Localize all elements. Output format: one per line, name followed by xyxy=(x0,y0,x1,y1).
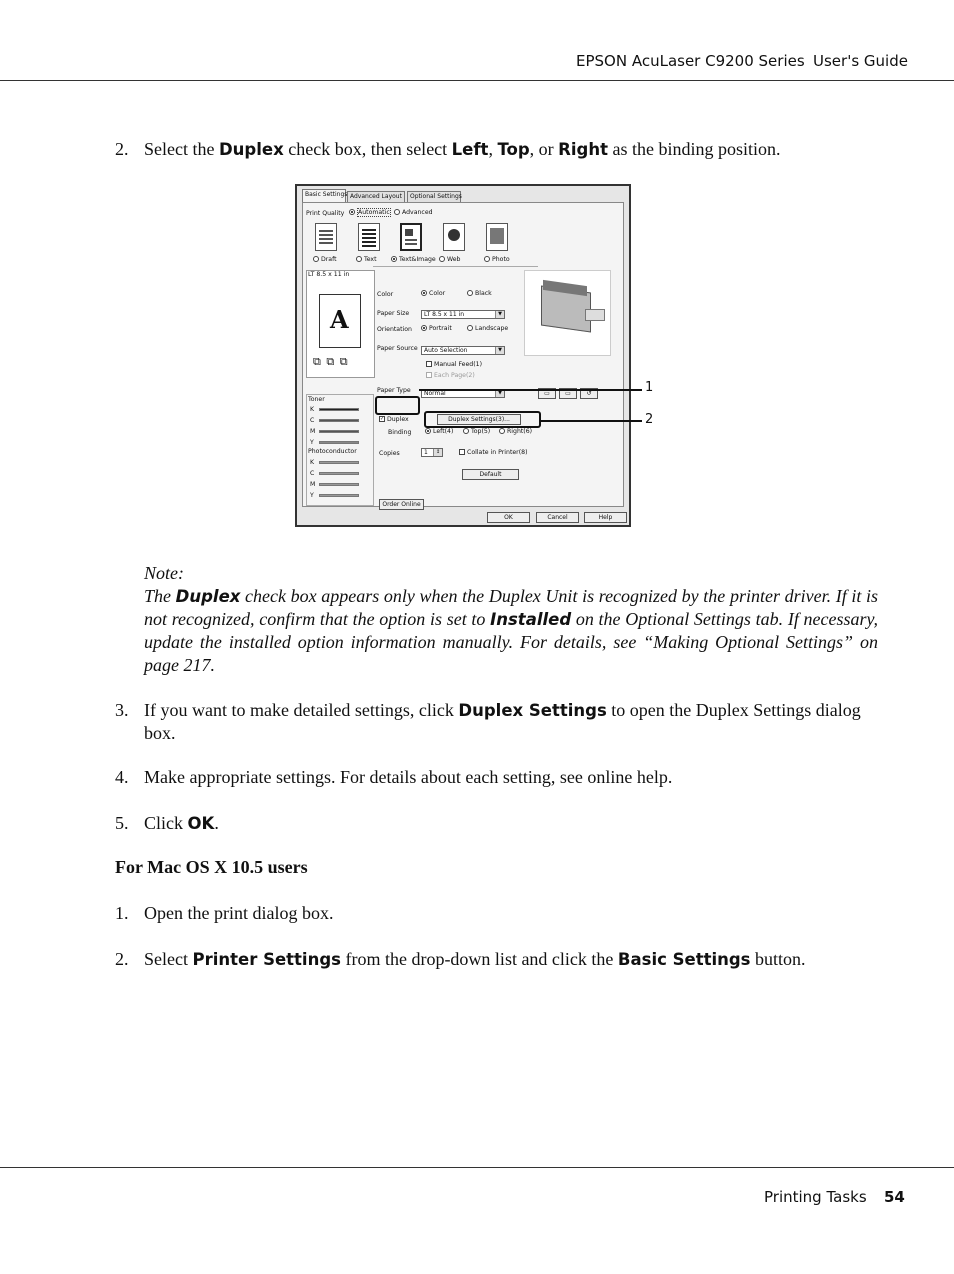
collate-checkbox[interactable]: Collate in Printer(8) xyxy=(459,449,528,456)
binding-left-radio[interactable]: Left(4) xyxy=(425,428,453,435)
radio-icon xyxy=(421,325,427,331)
checkbox-icon xyxy=(459,449,465,455)
checkbox-icon xyxy=(426,372,432,378)
pq-advanced-radio[interactable]: Advanced xyxy=(394,209,433,216)
pq-automatic-radio[interactable]: Automatic xyxy=(349,209,391,216)
radio-icon xyxy=(484,256,490,262)
toner-row-label: M xyxy=(310,428,316,435)
black-radio[interactable]: Black xyxy=(467,290,492,297)
step-number: 3. xyxy=(115,700,129,720)
radio-icon xyxy=(421,290,427,296)
printer-driver-dialog xyxy=(295,184,631,527)
note-title: Note: xyxy=(144,563,184,583)
step-number: 2. xyxy=(115,949,129,969)
chevron-down-icon: ▼ xyxy=(495,390,504,397)
draft-icon[interactable] xyxy=(315,223,337,251)
pc-bar xyxy=(319,483,359,486)
footer-section: Printing Tasks xyxy=(764,1188,867,1206)
paper-size-select[interactable]: LT 8.5 x 11 in ▼ xyxy=(421,310,505,319)
radio-icon xyxy=(356,256,362,262)
paper-source-label: Paper Source xyxy=(377,345,418,352)
color-label: Color xyxy=(377,291,394,298)
callout-line-2 xyxy=(541,420,642,422)
help-button[interactable]: Help xyxy=(584,512,627,523)
toner-row-label: C xyxy=(310,417,315,424)
radio-icon xyxy=(313,256,319,262)
icon-button-2[interactable]: ▭ xyxy=(559,388,577,399)
footer-rule xyxy=(0,1167,954,1168)
print-quality-label: Print Quality xyxy=(306,210,345,217)
pc-bar xyxy=(319,461,359,464)
step-5-text: Click OK. xyxy=(144,813,219,833)
tab-optional-settings[interactable]: Optional Settings xyxy=(407,191,461,202)
ok-button[interactable]: OK xyxy=(487,512,530,523)
callout-2: 2 xyxy=(645,412,654,427)
radio-icon xyxy=(391,256,397,262)
paper-preview xyxy=(306,270,375,378)
pc-row-label: C xyxy=(310,470,315,477)
portrait-radio[interactable]: Portrait xyxy=(421,325,452,332)
paper-type-label: Paper Type xyxy=(377,387,411,394)
landscape-radio[interactable]: Landscape xyxy=(467,325,508,332)
orientation-label: Orientation xyxy=(377,326,412,333)
tab-basic-settings[interactable]: Basic Settings xyxy=(302,189,346,202)
mac-step-2-text: Select Printer Settings from the drop-down list and click the Basic Settings button. xyxy=(144,949,806,969)
duplex-settings-button[interactable]: Duplex Settings(3)... xyxy=(437,414,521,425)
toner-bar xyxy=(319,441,359,444)
duplex-checkbox[interactable]: ✓ Duplex xyxy=(380,416,409,423)
binding-highlight xyxy=(424,411,541,428)
radio-icon xyxy=(349,209,355,215)
layout-icons: ⧉ ⧉ ⧉ xyxy=(313,355,349,368)
binding-right-radio[interactable]: Right(6) xyxy=(499,428,532,435)
mac-step-1-text: Open the print dialog box. xyxy=(144,903,334,923)
pc-row-label: K xyxy=(310,459,315,466)
pc-bar xyxy=(319,494,359,497)
step-number: 1. xyxy=(115,903,129,923)
step-number: 4. xyxy=(115,767,129,787)
pc-bar xyxy=(319,472,359,475)
note-body: The Duplex check box appears only when the Duplex Unit is recognized by the printer driver. If it is not recognized, confirm that the option is set to Installed on the Optional Settings tab. If necessary, update the installed option information manually. For details, see “Making Optional Settings” on page 217. xyxy=(144,586,879,675)
paper-type-select[interactable]: Normal ▼ xyxy=(421,389,505,398)
text-icon[interactable] xyxy=(358,223,380,251)
text-image-icon[interactable] xyxy=(400,223,422,251)
paper-preview-label: LT 8.5 x 11 in xyxy=(308,271,350,278)
page-number: 54 xyxy=(884,1188,905,1206)
mode-text-image-radio[interactable]: Text&Image xyxy=(391,256,436,263)
order-online-button[interactable]: Order Online xyxy=(379,499,424,510)
radio-icon xyxy=(467,290,473,296)
radio-icon xyxy=(463,428,469,434)
mode-text-radio[interactable]: Text xyxy=(356,256,377,263)
chevron-down-icon: ▼ xyxy=(495,311,504,318)
radio-icon xyxy=(394,209,400,215)
radio-icon xyxy=(499,428,505,434)
paper-size-label: Paper Size xyxy=(377,310,410,317)
printer-image xyxy=(524,270,611,356)
section-heading: For Mac OS X 10.5 users xyxy=(115,857,308,877)
each-page-checkbox[interactable]: Each Page(2) xyxy=(426,372,475,379)
step-4-text: Make appropriate settings. For details about each setting, see online help. xyxy=(144,767,673,787)
step-number: 5. xyxy=(115,813,129,833)
web-icon[interactable] xyxy=(443,223,465,251)
divider xyxy=(373,266,538,267)
checkbox-icon xyxy=(426,361,432,367)
icon-button-3[interactable]: ↺ xyxy=(580,388,598,399)
photo-icon[interactable] xyxy=(486,223,508,251)
header-product: EPSON AcuLaser C9200 Series xyxy=(576,52,805,70)
header-rule xyxy=(0,80,954,81)
manual-feed-checkbox[interactable]: Manual Feed(1) xyxy=(426,361,482,368)
basic-settings-panel xyxy=(302,202,624,507)
toner-bar xyxy=(319,419,359,422)
step-3-text: If you want to make detailed settings, click Duplex Settings to open the Duplex Settings dialog box. xyxy=(144,700,861,743)
mode-draft-radio[interactable]: Draft xyxy=(313,256,337,263)
toner-row-label: Y xyxy=(310,439,314,446)
callout-1: 1 xyxy=(645,380,654,395)
check-icon: ✓ xyxy=(380,416,385,422)
toner-bar xyxy=(319,408,359,411)
header-guide: User's Guide xyxy=(813,52,908,70)
photoconductor-label: Photoconductor xyxy=(308,448,357,455)
toner-row-label: K xyxy=(310,406,315,413)
radio-icon xyxy=(439,256,445,262)
mode-photo-radio[interactable]: Photo xyxy=(484,256,510,263)
callout-line-1 xyxy=(419,389,642,391)
step-2-text: Select the Duplex check box, then select Left, Top, or Right as the binding position. xyxy=(144,139,781,159)
cancel-button[interactable]: Cancel xyxy=(536,512,579,523)
consumables-panel xyxy=(306,394,374,506)
paper-source-select[interactable]: Auto Selection ▼ xyxy=(421,346,505,355)
toner-label: Toner xyxy=(308,396,325,403)
toner-bar xyxy=(319,430,359,433)
radio-icon xyxy=(467,325,473,331)
chevron-down-icon: ▼ xyxy=(495,347,504,354)
copies-label: Copies xyxy=(379,450,400,457)
radio-icon xyxy=(425,428,431,434)
mode-web-radio[interactable]: Web xyxy=(439,256,461,263)
icon-button-1[interactable]: ▭ xyxy=(538,388,556,399)
pc-row-label: M xyxy=(310,481,316,488)
binding-label: Binding xyxy=(388,429,412,436)
duplex-highlight xyxy=(375,396,420,415)
spinner-arrows-icon: ↕ xyxy=(433,449,442,456)
default-button[interactable]: Default xyxy=(462,469,519,480)
step-number: 2. xyxy=(115,139,129,159)
color-radio[interactable]: Color xyxy=(421,290,445,297)
tab-advanced-layout[interactable]: Advanced Layout xyxy=(347,191,405,202)
copies-spinner[interactable]: 1 ↕ xyxy=(421,448,443,457)
binding-top-radio[interactable]: Top(5) xyxy=(463,428,490,435)
pc-row-label: Y xyxy=(310,492,314,499)
page-preview-icon: A xyxy=(319,294,361,348)
